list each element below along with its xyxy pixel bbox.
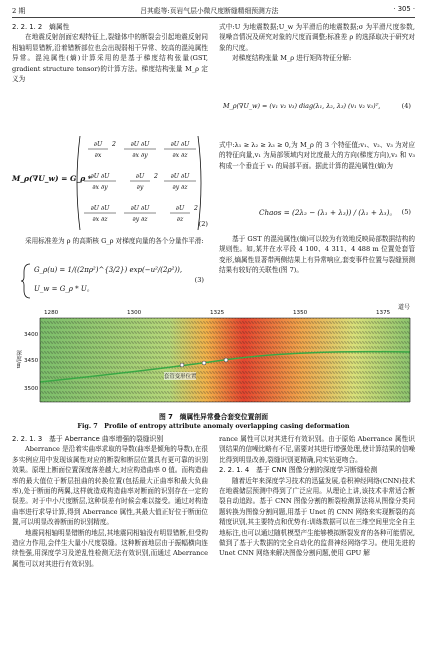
eigen-explanation: 式中:λ₁ ≥ λ₂ ≥ λ₃ ≥ 0,为 M_ρ 的 3 个特征值;v₁、v₂、v₃ 为对应的特征向量,v₁ 为局部领域内对比度最大的方向(梯度方向),v₂ 和 v₃ 构成一个垂直于 v₁ 的局部平面。据此计算的混沌属性(熵)为 xyxy=(219,141,415,170)
svg-text:∂x ∂y: ∂x ∂y xyxy=(132,152,148,159)
cnn-paragraph: 随着近年来深度学习技术的迅猛发展,卷积神经网络(CNN)技术在地震储层预测中得到了广泛应用。从理论上讲,该技术非常适合断裂自动追踪。基于 CNN 图像分割的断裂检测算法将从图像分类问题转换为图像分割问题,用基于 Unet 的 CNN 网络来实现断裂的高精度识别,其主要特点和优势有:训练数据可以在三维空间里完全自主地标注,也可以通过随机模型产生能够模拟断裂发育的各种可能情况,做到了基于大数据的完全自动化的监督神经网络学习。使用先进的 Unet CNN 网络来解决图像分割问题,使用 GPU 解 xyxy=(219,476,415,558)
right-column-eigen-text xyxy=(219,140,415,171)
variable-definitions: 式中:U 为地震数据;U_w 为平滑后的地震数据;σ 为平滑尺度参数,视噪音情况及研究对象的尺度而调整;标准差 ρ 的选择取决于研究对象的尺度。 xyxy=(219,23,415,52)
running-title: 吕其彪等:页岩气层小微尺度断缝精细预测方法 xyxy=(140,7,279,15)
figure-7-caption-cn: 图 7 熵属性异常叠合套变位置剖面 xyxy=(158,413,269,421)
figure-xlabel: 道号 xyxy=(397,304,410,311)
eigen-intro: 对梯度结构张量 M_ρ 进行矩阵特征分解: xyxy=(232,54,352,63)
svg-text:∂U: ∂U xyxy=(93,141,103,148)
right-column-chaos-text xyxy=(219,234,415,276)
svg-text:∂U ∂U: ∂U ∂U xyxy=(90,205,110,212)
equation-4-number: (4) xyxy=(401,102,411,110)
svg-text:∂x ∂z: ∂x ∂z xyxy=(92,216,108,223)
svg-text:∂y ∂z: ∂y ∂z xyxy=(132,216,148,223)
svg-text:∂U ∂U: ∂U ∂U xyxy=(170,173,190,180)
chaos-paragraph: 基于 GST 的混沌属性(熵)可以较为有效地反映局部数据结构的规则性。如,某井在水平段 4 100、4 311、4 488 m 位置处套管变形,熵属性显著带两侧结果上有异常响应,套变事件位置与裂缝预测结果有较好的关联性(图 7)。 xyxy=(219,235,415,275)
smoothing-paragraph: 采用标准差为 ρ 的高斯核 G_ρ 对梯度向量的各个分量作平滑: xyxy=(25,237,204,245)
x-tick: 1350 xyxy=(293,310,308,316)
issue-number: 2 期 xyxy=(12,7,26,15)
equation-3-brace xyxy=(20,262,32,300)
left-column-after-eq2 xyxy=(12,236,208,246)
figure-7-caption-en: Fig. 7 Profile of entropy attribute anomaly overlapping casing deformation xyxy=(77,422,350,430)
y-tick: 3450 xyxy=(24,358,39,364)
svg-text:∂U: ∂U xyxy=(175,205,185,212)
entropy-section-plot xyxy=(14,310,414,410)
equation-3-gaussian: G_ρ(u) = 1/((2πρ²)^{3/2}) exp(−u²/(2ρ²)), xyxy=(34,266,183,274)
left-column-upper xyxy=(12,22,208,84)
aberrance-paragraph-2: 地震同相轴明显错断的地层,其地震同相轴没有明显错断,但受构造应力作用,会伴生大量小尺度裂缝。这种断面地层由于振幅横向连续性强,用深度学习及逆乱性检测无法有效识别,而通过 Aberrance 属性可以对其进行有效识别。 xyxy=(12,528,208,568)
right-column-upper xyxy=(219,22,415,64)
equation-3-number: (3) xyxy=(194,276,204,284)
svg-text:∂y: ∂y xyxy=(136,184,144,191)
y-tick: 3500 xyxy=(24,386,39,392)
equation-5 xyxy=(219,200,415,230)
figure-7 xyxy=(14,304,414,410)
svg-text:∂U ∂U: ∂U ∂U xyxy=(170,141,190,148)
equation-5-number: (5) xyxy=(401,208,411,216)
section-heading-aberrance: 2. 2. 1. 3 基于 Aberrance 曲率增强的裂缝识别 xyxy=(12,435,164,443)
svg-text:∂U ∂U: ∂U ∂U xyxy=(130,205,150,212)
svg-text:∂x: ∂x xyxy=(94,152,102,159)
svg-text:∂U ∂U: ∂U ∂U xyxy=(90,173,110,180)
equation-4-text: M_ρ(∇U_w) = (v₁ v₂ v₃) diag(λ₁, λ₂, λ₃) (v₁ v₂ v₃)ᵀ, xyxy=(223,102,381,110)
x-tick: 1375 xyxy=(376,310,391,316)
x-tick: 1280 xyxy=(44,310,59,316)
gradient-matrix xyxy=(74,134,204,232)
x-tick: 1325 xyxy=(210,310,225,316)
equation-2-lhs: M_ρ(∇U_w) = G_ρ * xyxy=(12,174,92,183)
svg-text:∂y ∂z: ∂y ∂z xyxy=(172,184,188,191)
svg-text:2: 2 xyxy=(154,173,158,180)
y-tick: 3400 xyxy=(24,332,39,338)
equation-4 xyxy=(219,80,415,136)
svg-text:∂x ∂z: ∂x ∂z xyxy=(172,152,188,159)
x-tick: 1300 xyxy=(127,310,142,316)
equation-3-smoothing: U_w = G_ρ * U。 xyxy=(34,285,94,293)
well-label: 套管变形位置 xyxy=(164,374,197,380)
running-header xyxy=(12,5,415,18)
aberrance-paragraph-1: Aberrance 是沿着实曲率求取的导数(曲率是倾角的导数),在很多实例应用中发现该属性对应的断裂和断层位置具有更可靠的识别效果。原理上断面位置深度落差越大,对应构造曲率 0 值。而构造曲率的最大值位于断层扭曲的转换位置(包括最大正曲率和最大负曲率),处于断面的两翼,这样就造成构造曲率对断面的识别存在一定的误差。对于中小尺度断层,这种误差有时候会难以接受。通过对构造曲率进行求导计算,得到 Aberrance 属性,其最大值正好位于断面位置,可以明显改善断面的识别精度。 xyxy=(12,445,208,527)
svg-text:2: 2 xyxy=(112,141,116,148)
svg-text:2: 2 xyxy=(194,205,198,212)
svg-text:∂U: ∂U xyxy=(135,173,145,180)
equation-2 xyxy=(12,134,212,232)
equation-3 xyxy=(12,262,208,302)
svg-text:∂U ∂U: ∂U ∂U xyxy=(130,141,150,148)
equation-2-number: (2) xyxy=(198,220,208,228)
svg-text:∂x ∂y: ∂x ∂y xyxy=(92,184,108,191)
section-heading-entropy: 2. 2. 1. 2 熵属性 xyxy=(12,23,70,31)
left-column-lower xyxy=(12,434,208,569)
figure-ylabel: 深度/m xyxy=(15,350,21,369)
entropy-paragraph: 在地震反射剖面宏观特征上,裂缝体中的断裂会引起地震反射同相轴明显错断,沿着错断部位也会出现弱相干异常、较高的混沌属性异常。混沌属性(熵)计算采用的是基于梯度结构张量(GST, gradient structure tensor)的计算方法。梯度结构张量 M_ρ 定义为 xyxy=(12,33,208,84)
aberrance-continuation: rance 属性可以对其进行有效识别。由于原始 Aberrance 属性识别结果的信噪比略有不足,需要对其进行增强处理,使计算结果的信噪比得到明显改善,裂缝识别更精确,同实钻更吻合。 xyxy=(219,435,415,464)
page-number: · 305 · xyxy=(393,5,415,13)
equation-5-text: Chaos = (2λ₂ − (λ₁ + λ₃)) / (λ₁ + λ₃)。 xyxy=(259,208,397,217)
right-column-lower xyxy=(219,434,415,559)
section-heading-cnn: 2. 2. 1. 4 基于 CNN 图像分割的深度学习断缝检测 xyxy=(219,466,378,475)
svg-text:∂z: ∂z xyxy=(176,216,184,223)
